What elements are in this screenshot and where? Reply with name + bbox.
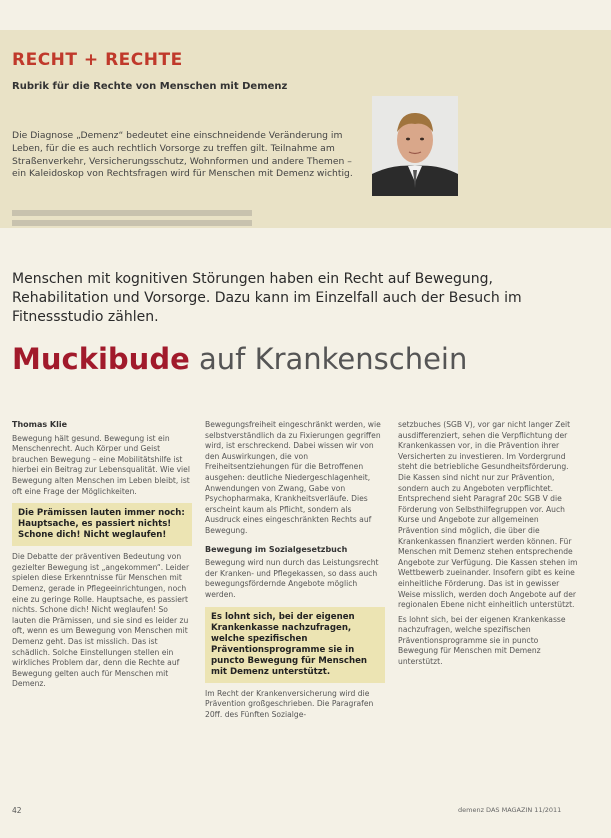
rubric-subtitle: Rubrik für die Rechte von Menschen mit Demenz — [12, 81, 288, 92]
section-heading: Bewegung im Sozialgesetzbuch — [205, 544, 348, 554]
paragraph: Die Debatte der präventiven Bedeutung von gezielter Bewegung ist „angekommen“. Leider spielen diese Erkenntnisse für Menschen mit Demenz, gerade in Pflegeeinrichtungen, noch eine zu geringe Rolle. Hauptsache, es passiert nichts. Schone dich! Nicht weglaufen! So lauten die Prämissen, und sie sind es leider zu oft, wenn es um Bewegung von Menschen mit Demenz geht. Das ist misslich. Das ist schädlich. Solche Einstellungen stellen ein wirkliches Problem dar, denn die Rechte auf Bewegung gelten auch für Menschen mit Demenz. — [12, 552, 190, 689]
headline-strong: Muckibude — [12, 342, 190, 376]
headline-light: auf Krankenschein — [189, 342, 468, 376]
author-name: Thomas Klie — [12, 420, 68, 429]
article-column-3 — [398, 420, 578, 668]
pull-quote: Es lohnt sich, bei der eigenen Krankenkasse nachzufragen, welche spezifischen Präventionsprogramme sie in puncto Bewegung für Menschen mit Demenz unterstützt. — [205, 607, 385, 683]
article-column-2 — [205, 420, 385, 720]
paragraph: Im Recht der Krankenversicherung wird die Prävention großgeschrieben. Die Paragrafen 20ff. des Fünften Sozialge- — [205, 688, 374, 719]
paragraph: Bewegungsfreiheit eingeschränkt werden, wie selbstverständlich da zu Fixierungen gegriffen wird, ist erschreckend. Dabei wissen wir von den Auswirkungen, die von Freiheitsentziehungen für die Betroffenen ausgehen: deutliche Niedergeschlagenheit, Anwendungen von Zwang, Gabe von Psychopharmaka, Krankheitsverläufe. Dies erscheint kaum als Pflicht, sondern als Ausdruck eines eingeschränkten Rechts auf Bewegung. — [205, 420, 381, 535]
author-photo — [372, 96, 458, 196]
cut-line — [12, 210, 252, 216]
paragraph: Es lohnt sich, bei der eigenen Krankenkasse nachzufragen, welche spezifischen Präventionsprogramme sie in puncto Bewegung für Menschen mit Demenz unterstützt. — [398, 614, 566, 667]
pull-quote: Die Prämissen lauten immer noch: Hauptsache, es passiert nichts! Schone dich! Nicht weglaufen! — [12, 503, 192, 546]
paragraph: Bewegung hält gesund. Bewegung ist ein Menschenrecht. Auch Körper und Geist brauchen Bewegung – eine Mobilitätshilfe ist hierbei ein Beitrag zur Lebensqualität. Wie viel Bewegung alten Menschen im Leben bleibt, ist oft eine Frage der Möglichkeiten. — [12, 433, 190, 496]
rubric-title: RECHT + RECHTE — [12, 50, 183, 70]
page-number: 42 — [12, 806, 22, 815]
paragraph: Bewegung wird nun durch das Leistungsrecht der Kranken- und Pflegekassen, so dass auch bewegungsfördernde Angebote möglich werden. — [205, 558, 379, 599]
cut-line — [12, 220, 252, 226]
article-column-1 — [12, 420, 192, 690]
issue-info: demenz DAS MAGAZIN 11/2011 — [458, 806, 562, 814]
article-headline — [12, 342, 467, 376]
article-lead: Menschen mit kognitiven Störungen haben ein Recht auf Bewegung, Rehabilitation und Vorsorge. Dazu kann im Einzelfall auch der Besuch im Fitnessstudio zählen. — [12, 271, 522, 325]
rubric-intro: Die Diagnose „Demenz“ bedeutet eine einschneidende Veränderung im Leben, für die es auch rechtlich Vorsorge zu treffen gilt. Teilnahme am Straßenverkehr, Versicherungsschutz, Wohnformen und andere Themen – ein Kaleidoskop von Rechtsfragen wird für Menschen mit Demenz wichtig. — [12, 130, 353, 180]
paragraph: setzbuches (SGB V), vor gar nicht langer Zeit ausdifferenziert, sehen die Verpflichtung der Krankenkassen vor, in die Prävention ihrer Versicherten zu investieren. Im Vordergrund steht die betriebliche Gesundheitsförderung. Die Kassen sind nicht nur zur Prävention, sondern auch zu Angeboten verpflichtet. Entsprechend sieht Paragraf 20c SGB V die Förderung von Selbsthilfegruppen vor. Auch Kurse und Angebote zur allgemeinen Prävention sind möglich, die über die Krankenkassen finanziert werden können. Für Menschen mit Demenz stehen entsprechende Angebote zur Verfügung. Die Kassen stehen im Wettbewerb zueinander. Insofern gibt es keine einheitliche Förderung. Das ist in gewisser Weise misslich, werden doch Angebote auf der regionalen Ebene nicht einheitlich unterstützt. — [398, 420, 578, 610]
